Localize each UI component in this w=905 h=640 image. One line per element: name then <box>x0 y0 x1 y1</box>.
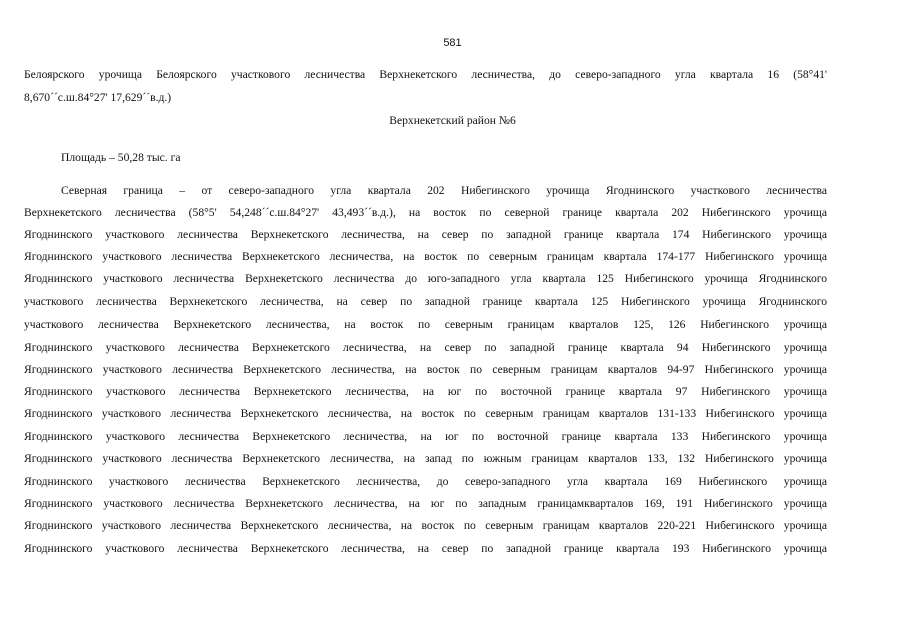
body-line: Ягоднинского участкового лесничества Верхнекетского лесничества, на запад по южным границам кварталов 133, 132 Нибегинского урочища <box>24 452 827 465</box>
body-line: участкового лесничества Верхнекетского лесничества, на восток по северным границам кварталов 125, 126 Нибегинского урочища <box>24 318 827 331</box>
body-line: Ягоднинского участкового лесничества Верхнекетского лесничества, на восток по северным границам квартала 174-177 Нибегинского урочища <box>24 250 827 263</box>
body-line: Ягоднинского участкового лесничества Верхнекетского лесничества, на восток по северным границам кварталов 131-133 Нибегинского урочища <box>24 407 827 420</box>
body-line: Ягоднинского участкового лесничества Верхнекетского лесничества, на восток по северным границам кварталов 94-97 Нибегинского урочища <box>24 363 827 376</box>
body-line: Верхнекетского лесничества (58°5' 54,248´´с.ш.84°27' 43,493´´в.д.), на восток по северной границе квартала 202 Нибегинского урочища <box>24 206 827 219</box>
body-line: Ягоднинского участкового лесничества Верхнекетского лесничества, до северо-западного угла квартала 169 Нибегинского урочища <box>24 475 827 488</box>
area-text: Площадь – 50,28 тыс. га <box>61 151 181 164</box>
body-line: Ягоднинского участкового лесничества Верхнекетского лесничества, на север по западной границе квартала 94 Нибегинского урочища <box>24 341 827 354</box>
body-line: Ягоднинского участкового лесничества Верхнекетского лесничества, на юг по западным границамкварталов 169, 191 Нибегинского урочища <box>24 497 827 510</box>
body-line: Ягоднинского участкового лесничества Верхнекетского лесничества, на север по западной границе квартала 174 Нибегинского урочища <box>24 228 827 241</box>
body-line: участкового лесничества Верхнекетского лесничества, на север по западной границе квартала 125 Нибегинского урочища Ягоднинского <box>24 295 827 308</box>
body-line: Ягоднинского участкового лесничества Верхнекетского лесничества до юго-западного угла квартала 125 Нибегинского урочища Ягоднинского <box>24 272 827 285</box>
intro-line-1: Белоярского урочища Белоярского участкового лесничества Верхнекетского лесничества, до северо-западного угла квартала 16 (58°41' <box>24 68 827 81</box>
intro-line-2: 8,670´´с.ш.84°27' 17,629´´в.д.) <box>24 91 172 104</box>
body-line: Ягоднинского участкового лесничества Верхнекетского лесничества, на восток по северным границам кварталов 220-221 Нибегинского урочища <box>24 519 827 532</box>
body-line: Ягоднинского участкового лесничества Верхнекетского лесничества, на юг по восточной границе квартала 97 Нибегинского урочища <box>24 385 827 398</box>
body-line: Ягоднинского участкового лесничества Верхнекетского лесничества, на юг по восточной границе квартала 133 Нибегинского урочища <box>24 430 827 443</box>
page-number: 581 <box>443 37 462 49</box>
section-heading: Верхнекетский район №6 <box>389 114 516 127</box>
body-line: Северная граница – от северо-западного угла квартала 202 Нибегинского урочища Ягоднинского участкового лесничества <box>61 184 827 197</box>
body-line: Ягоднинского участкового лесничества Верхнекетского лесничества, на север по западной границе квартала 193 Нибегинского урочища <box>24 542 827 555</box>
